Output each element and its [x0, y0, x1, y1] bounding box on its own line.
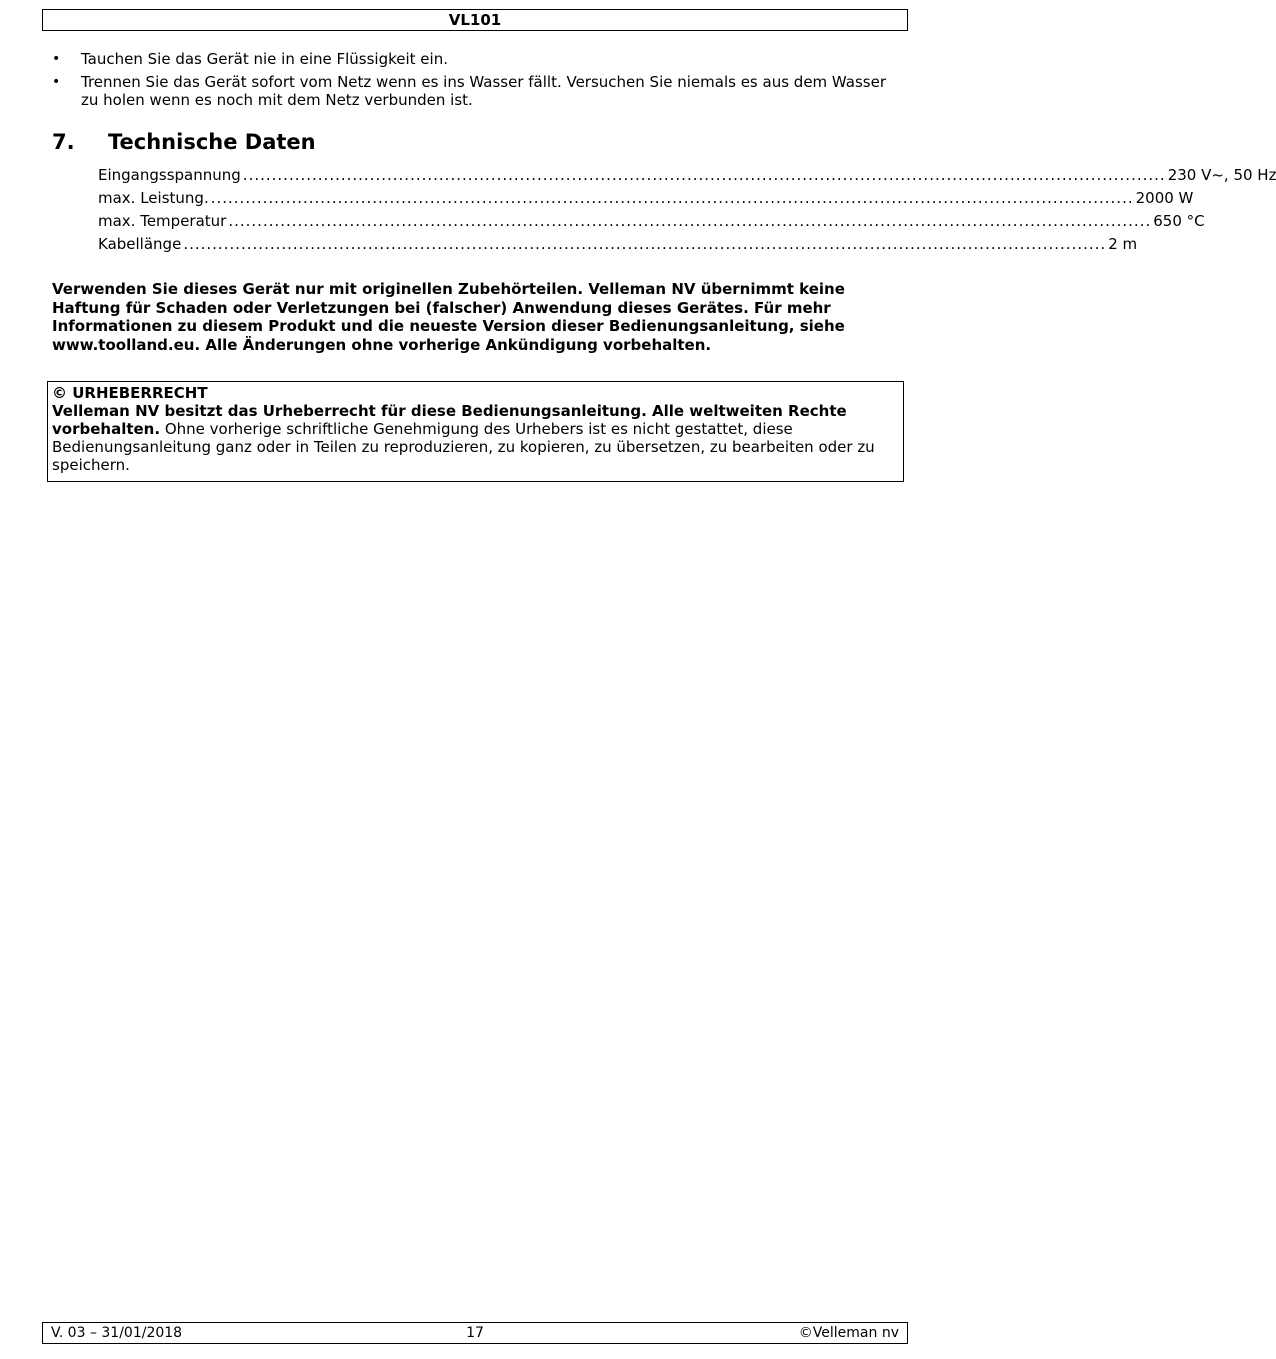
- list-item: [52, 73, 902, 109]
- spec-label: max. Temperatur: [98, 212, 227, 230]
- accessory-notice: Verwenden Sie dieses Gerät nur mit originellen Zubehörteilen. Velleman NV übernimmt keine Haftung für Schaden oder Verletzungen bei (falscher) Anwendung dieses Gerätes. Für mehr Informationen zu diesem Produkt und die neueste Version dieser Bedienungsanleitung, siehe www.toolland.eu. Alle Änderungen ohne vorherige Ankündigung vorbehalten.: [52, 280, 845, 354]
- section-number: 7.: [52, 130, 75, 154]
- section-title: Technische Daten: [108, 130, 316, 154]
- footer-page-number: 17: [466, 1325, 484, 1341]
- spec-label: max. Leistung.: [98, 189, 209, 207]
- spec-row: [98, 164, 1276, 187]
- bullet-icon: •: [52, 74, 61, 90]
- spec-table: [98, 164, 1276, 256]
- footer-version: V. 03 – 31/01/2018: [51, 1325, 183, 1341]
- bullet-text: Trennen Sie das Gerät sofort vom Netz wenn es ins Wasser fällt. Versuchen Sie niemals es aus dem Wasser zu holen wenn es noch mit dem Netz verbunden ist.: [81, 73, 887, 109]
- bullet-text: Tauchen Sie das Gerät nie in eine Flüssigkeit ein.: [81, 50, 448, 68]
- page-header: [42, 9, 908, 31]
- copyright-paragraph: [52, 402, 899, 474]
- page-footer: [42, 1322, 908, 1344]
- section-heading: [52, 130, 316, 154]
- safety-bullet-list: [52, 50, 902, 114]
- spec-row: [98, 233, 1138, 256]
- copyright-box: [47, 381, 904, 482]
- spec-row: [98, 187, 1194, 210]
- spec-value: 2 m: [1108, 235, 1138, 253]
- dot-leader: ................................................................................................................................................................: [228, 212, 1152, 230]
- spec-label: Eingangsspannung: [98, 166, 241, 184]
- copyright-title: © URHEBERRECHT: [52, 384, 208, 402]
- spec-row: [98, 210, 1205, 233]
- dot-leader: ................................................................................................................................................................: [210, 189, 1134, 207]
- dot-leader: ................................................................................................................................................................: [242, 166, 1166, 184]
- footer-company: ©Velleman nv: [798, 1325, 899, 1341]
- dot-leader: ................................................................................................................................................................: [183, 235, 1107, 253]
- spec-value: 650 °C: [1153, 212, 1205, 230]
- header-title: VL101: [448, 11, 502, 29]
- bullet-icon: •: [52, 51, 61, 67]
- spec-value: 2000 W: [1135, 189, 1194, 207]
- spec-label: Kabellänge: [98, 235, 182, 253]
- spec-value: 230 V~, 50 Hz: [1167, 166, 1276, 184]
- list-item: [52, 50, 902, 68]
- copyright-bold-text: Velleman NV besitzt das Urheberrecht für diese Bedienungsanleitung. Alle weltweiten Rechte vorbehalten.: [52, 402, 847, 438]
- copyright-text: Ohne vorherige schriftliche Genehmigung des Urhebers ist es nicht gestattet, diese Bedienungsanleitung ganz oder in Teilen zu reproduzieren, zu kopieren, zu übersetzen, zu bearbeiten oder zu speichern.: [52, 420, 875, 474]
